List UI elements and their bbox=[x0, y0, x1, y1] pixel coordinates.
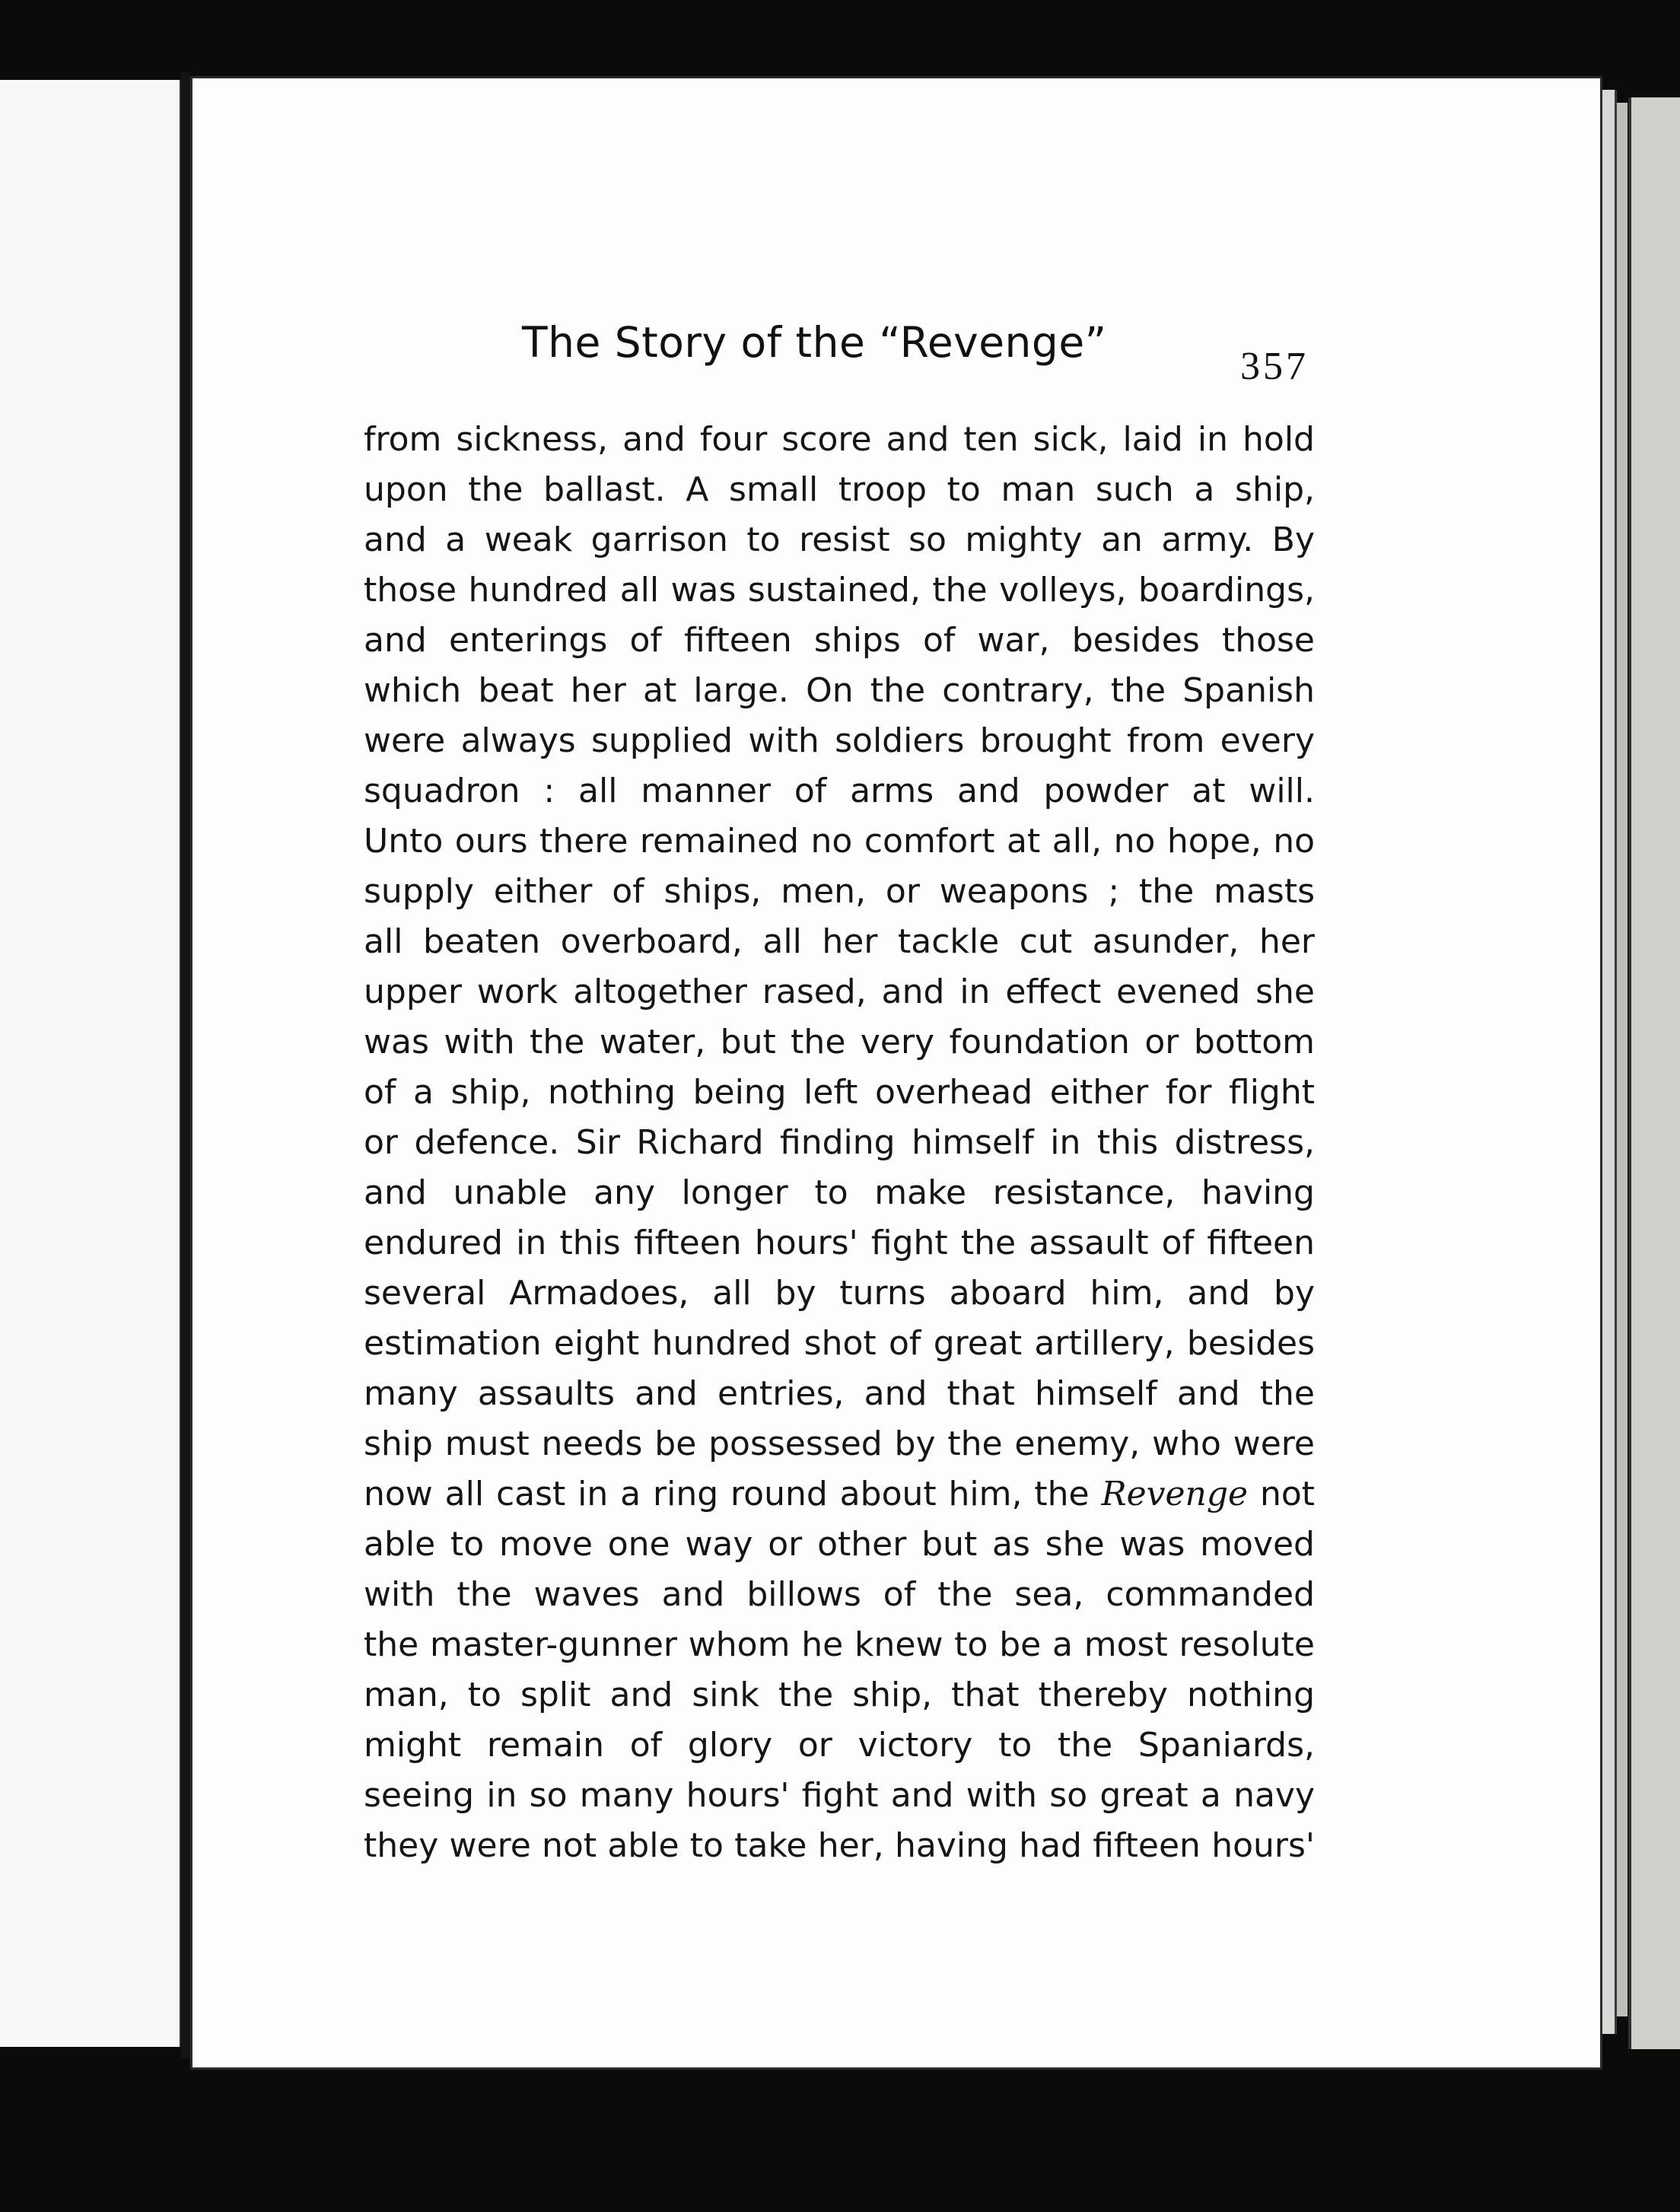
text-line: several Armadoes, all by turns aboard him, and by bbox=[364, 1274, 1315, 1313]
text-line: supply either of ships, men, or weapons ; the masts bbox=[364, 872, 1315, 911]
text-line: able to move one way or other but as she was moved bbox=[364, 1525, 1315, 1564]
text-line: Unto ours there remained no comfort at all, no hope, no bbox=[364, 822, 1315, 861]
text-line: was with the water, but the very foundation or bottom bbox=[364, 1023, 1315, 1061]
text-line: were always supplied with soldiers brought from every bbox=[364, 721, 1315, 760]
text-line: those hundred all was sustained, the volleys, boardings, bbox=[364, 571, 1315, 609]
text-line: man, to split and sink the ship, that thereby nothing bbox=[364, 1676, 1315, 1714]
text-segment: now all cast in a ring round about him, the bbox=[364, 1475, 1102, 1513]
ship-name-italic: Revenge bbox=[1101, 1475, 1249, 1513]
text-line: endured in this fifteen hours' fight the assault of fifteen bbox=[364, 1224, 1315, 1262]
text-line: upper work altogether rased, and in effect evened she bbox=[364, 972, 1315, 1011]
text-line: the master-gunner whom he knew to be a most resolute bbox=[364, 1625, 1315, 1664]
page-stack-edge bbox=[1602, 90, 1617, 2034]
text-line: or defence. Sir Richard finding himself in this distress, bbox=[364, 1123, 1315, 1162]
book-gutter bbox=[181, 72, 190, 2058]
text-line: and unable any longer to make resistance, having bbox=[364, 1173, 1315, 1212]
text-line: estimation eight hundred shot of great artillery, besides bbox=[364, 1324, 1315, 1363]
text-line: squadron : all manner of arms and powder at will. bbox=[364, 772, 1315, 810]
running-head: The Story of the “Revenge” bbox=[522, 318, 1107, 367]
text-line: and enterings of fifteen ships of war, besides those bbox=[364, 621, 1315, 660]
page-number: 357 bbox=[1240, 345, 1309, 388]
text-line: from sickness, and four score and ten sick, laid in hold bbox=[364, 420, 1315, 459]
text-segment: not bbox=[1248, 1475, 1315, 1513]
text-line: of a ship, nothing being left overhead either for flight bbox=[364, 1073, 1315, 1112]
text-line: which beat her at large. On the contrary, the Spanish bbox=[364, 671, 1315, 710]
text-line: and a weak garrison to resist so mighty an army. By bbox=[364, 520, 1315, 559]
text-line: ship must needs be possessed by the enemy, who were bbox=[364, 1424, 1315, 1463]
text-line: with the waves and billows of the sea, commanded bbox=[364, 1575, 1315, 1614]
text-line: they were not able to take her, having had fifteen hours' bbox=[364, 1826, 1315, 1865]
body-text bbox=[364, 415, 1315, 1871]
text-line: upon the ballast. A small troop to man such a ship, bbox=[364, 470, 1315, 509]
text-line: all beaten overboard, all her tackle cut asunder, her bbox=[364, 922, 1315, 961]
text-line: might remain of glory or victory to the Spaniards, bbox=[364, 1726, 1315, 1765]
book-cover-edge bbox=[1628, 97, 1680, 2049]
text-line: seeing in so many hours' fight and with so great a navy bbox=[364, 1776, 1315, 1815]
facing-page-edge bbox=[0, 80, 182, 2047]
page-stack-edge-inner bbox=[1617, 103, 1628, 2016]
text-line-with-italic bbox=[364, 1469, 1315, 1520]
text-line: many assaults and entries, and that himself and the bbox=[364, 1374, 1315, 1413]
